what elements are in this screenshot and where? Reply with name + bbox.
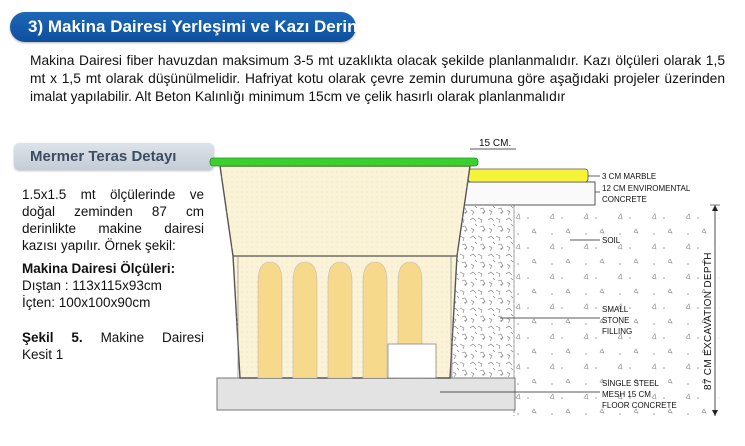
mesh-label-3: FLOOR CONCRETE	[602, 401, 677, 410]
filter-cartridge	[363, 262, 387, 378]
lid	[210, 158, 478, 166]
filter-cartridge	[293, 262, 317, 378]
filter-cartridge	[328, 262, 352, 378]
stone-label-1: SMALL	[602, 305, 629, 314]
depth-label: 87 CM EXCAVATION DEPTH	[703, 252, 714, 390]
floor-concrete-slab	[217, 378, 515, 410]
figure-word-2: Dairesi	[161, 330, 204, 345]
section-title: 3) Makina Dairesi Yerleşimi ve Kazı Derinliği	[28, 17, 383, 36]
dimensions-title: Makina Dairesi Ölçüleri:	[22, 261, 176, 276]
outer-dimensions: Dıştan : 113x115x93cm	[22, 278, 162, 293]
mesh-label-2: MESH 15 CM	[602, 390, 651, 399]
filter-cartridge	[258, 262, 282, 378]
inner-dimensions: İçten: 100x100x90cm	[22, 295, 151, 310]
figure-caption-line2: Kesit 1	[22, 347, 64, 362]
subsection-title: Mermer Teras Detayı	[30, 148, 177, 165]
intro-paragraph: Makina Dairesi fiber havuzdan maksimum 3-5 mt uzaklıkta olacak şekilde planlanmalıdır. Kazı ölçüleri olarak 1,5 mt x 1,5 mt olarak düşünülmelidir. Hafriyat kotu olarak çevre zemin durumuna göre aşağıdaki projeler üzerinden imalat yapılabilir. Alt Beton Kalınlığı minimum 15cm ve çelik hasırlı olarak planlanmalıdır	[30, 53, 725, 104]
mesh-label-1: SİNGLE STEEL	[602, 379, 659, 388]
figure-word: Makine	[100, 330, 145, 345]
environmental-concrete-layer	[460, 182, 595, 205]
marble-layer	[468, 169, 588, 182]
soil-label: SOIL	[602, 236, 621, 245]
pump-block	[388, 344, 436, 378]
marble-label: 3 CM MARBLE	[602, 172, 657, 181]
excavation-description: 1.5x1.5 mt ölçülerinde ve doğal zeminden 87 cm derinlikte makine dairesi kazısı yapılır. Örnek şekil:	[22, 187, 204, 253]
top-dimension-label: 15 CM.	[479, 138, 512, 149]
stone-label-2: STONE	[602, 316, 630, 325]
stone-label-3: FILLING	[602, 327, 633, 336]
figure-number: Şekil 5.	[22, 330, 83, 345]
env-concrete-label-2: CONCRETE	[602, 195, 647, 204]
env-concrete-label-1: 12 CM ENVIROMENTAL	[602, 184, 691, 193]
